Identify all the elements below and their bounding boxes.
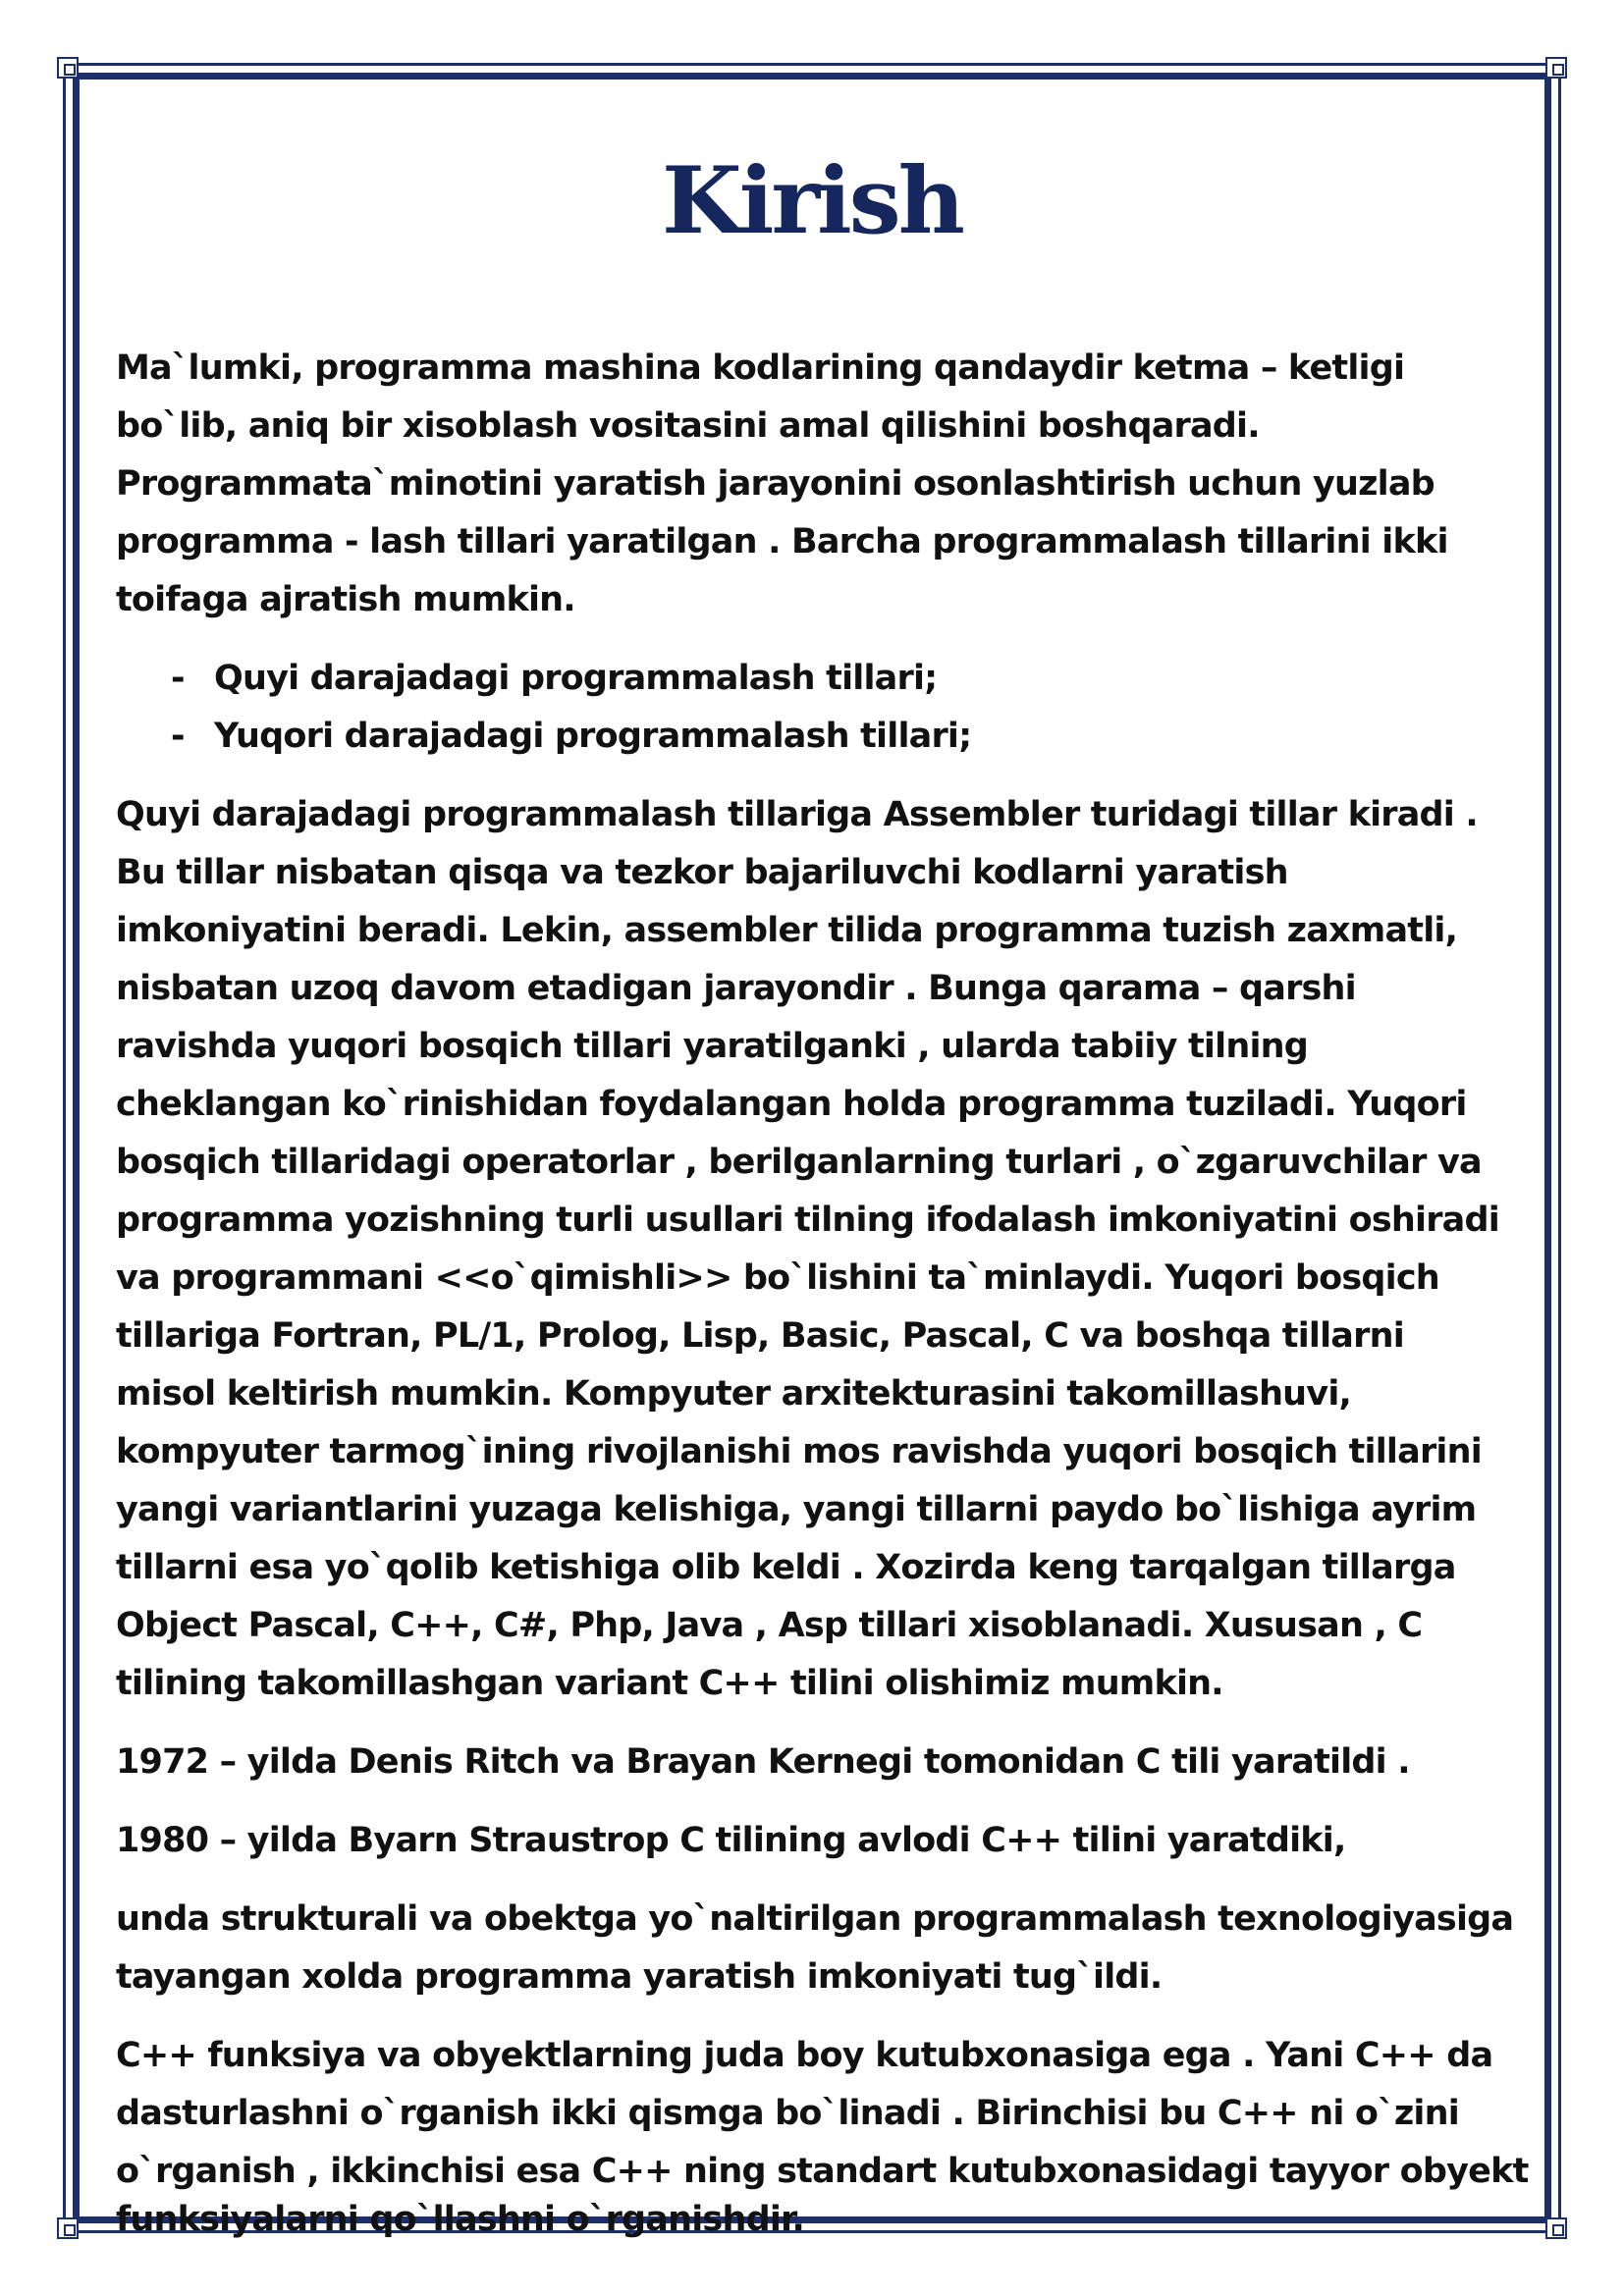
text-line: Object Pascal, C++, C#, Php, Java , Asp tillari xisoblanadi. Xususan , C	[116, 1606, 1423, 1645]
text-line: tillariga Fortran, PL/1, Prolog, Lisp, Basic, Pascal, C va boshqa tillarni	[116, 1316, 1404, 1356]
text-line: Programmata`minotini yaratish jarayonini osonlashtirish uchun yuzlab	[116, 464, 1435, 504]
corner-ornament-icon	[1545, 2217, 1567, 2239]
text-line: tilining takomillashgan variant C++ tilini olishimiz mumkin.	[116, 1664, 1223, 1703]
text-line: nisbatan uzoq davom etadigan jarayondir . Bunga qarama – qarshi	[116, 969, 1356, 1008]
text-line: misol keltirish mumkin. Kompyuter arxitekturasini takomillashuvi,	[116, 1374, 1352, 1414]
text-line: unda strukturali va obektga yo`naltirilgan programmalash texnologiyasiga	[116, 1899, 1514, 1939]
text-line: programma - lash tillari yaratilgan . Barcha programmalash tillarini ikki	[116, 522, 1448, 561]
text-line: tillarni esa yo`qolib ketishiga olib keldi . Xozirda keng tarqalgan tillarga	[116, 1548, 1456, 1587]
paragraph-intro	[116, 340, 1540, 629]
text-line: Bu tillar nisbatan qisqa va tezkor bajariluvchi kodlarni yaratish	[116, 853, 1288, 892]
dash-bullet-icon: -	[171, 659, 185, 698]
corner-ornament-icon	[1545, 57, 1567, 79]
text-line: Quyi darajadagi programmalash tillariga Assembler turidagi tillar kiradi .	[116, 795, 1478, 834]
text-line: dasturlashni o`rganish ikki qismga bo`linadi . Birinchisi bu C++ ni o`zini	[116, 2094, 1459, 2133]
text-line: cheklangan ko`rinishidan foydalangan holda programma tuziladi. Yuqori	[116, 1085, 1467, 1124]
cutoff-text-line: funksiyalarni qo`llashni o`rganishdir.	[116, 2200, 804, 2239]
paragraph-cpp-library	[116, 2027, 1540, 2201]
text-line: yangi variantlarini yuzaga kelishiga, yangi tillarni paydo bo`lishiga ayrim	[116, 1490, 1477, 1529]
text-line: 1980 – yilda Byarn Straustrop C tilining avlodi C++ tilini yaratdiki,	[116, 1821, 1346, 1860]
paragraph-languages	[116, 786, 1540, 1713]
paragraph-1972	[116, 1734, 1540, 1791]
text-line: tayangan xolda programma yaratish imkoniyati tug`ildi.	[116, 1957, 1163, 1997]
language-types-list	[116, 650, 1540, 766]
text-line: ravishda yuqori bosqich tillari yaratilganki , ularda tabiiy tilning	[116, 1027, 1309, 1066]
list-item: - Quyi darajadagi programmalash tillari;	[116, 650, 1540, 708]
text-line: o`rganish , ikkinchisi esa C++ ning standart kutubxonasidagi tayyor obyekt	[116, 2152, 1529, 2191]
text-line: 1972 – yilda Denis Ritch va Brayan Kernegi tomonidan C tili yaratildi .	[116, 1742, 1410, 1782]
text-line: toifaga ajratish mumkin.	[116, 580, 575, 619]
text-line: bo`lib, aniq bir xisoblash vositasini amal qilishini boshqaradi.	[116, 406, 1260, 446]
text-line: bosqich tillaridagi operatorlar , berilganlarning turlari , o`zgaruvchilar va	[116, 1143, 1482, 1182]
list-item: - Yuqori darajadagi programmalash tillari;	[116, 708, 1540, 766]
paragraph-oop	[116, 1891, 1540, 2006]
text-line: C++ funksiya va obyektlarning juda boy kutubxonasiga ega . Yani C++ da	[116, 2036, 1493, 2075]
text-line: Ma`lumki, programma mashina kodlarining qandaydir ketma – ketligi	[116, 348, 1405, 388]
corner-ornament-icon	[57, 57, 79, 79]
dash-bullet-icon: -	[171, 717, 185, 756]
text-line: programma yozishning turli usullari tilning ifodalash imkoniyatini oshiradi	[116, 1201, 1499, 1240]
text-line: imkoniyatini beradi. Lekin, assembler tilida programma tuzish zaxmatli,	[116, 911, 1458, 950]
text-line: va programmani <<o`qimishli>> bo`lishini ta`minlaydi. Yuqori bosqich	[116, 1258, 1439, 1298]
document-body	[116, 340, 1540, 2221]
corner-ornament-icon	[57, 2217, 79, 2239]
page-title: Kirish	[662, 147, 962, 255]
text-line: kompyuter tarmog`ining rivojlanishi mos ravishda yuqori bosqich tillarini	[116, 1432, 1482, 1471]
paragraph-1980	[116, 1812, 1540, 1870]
